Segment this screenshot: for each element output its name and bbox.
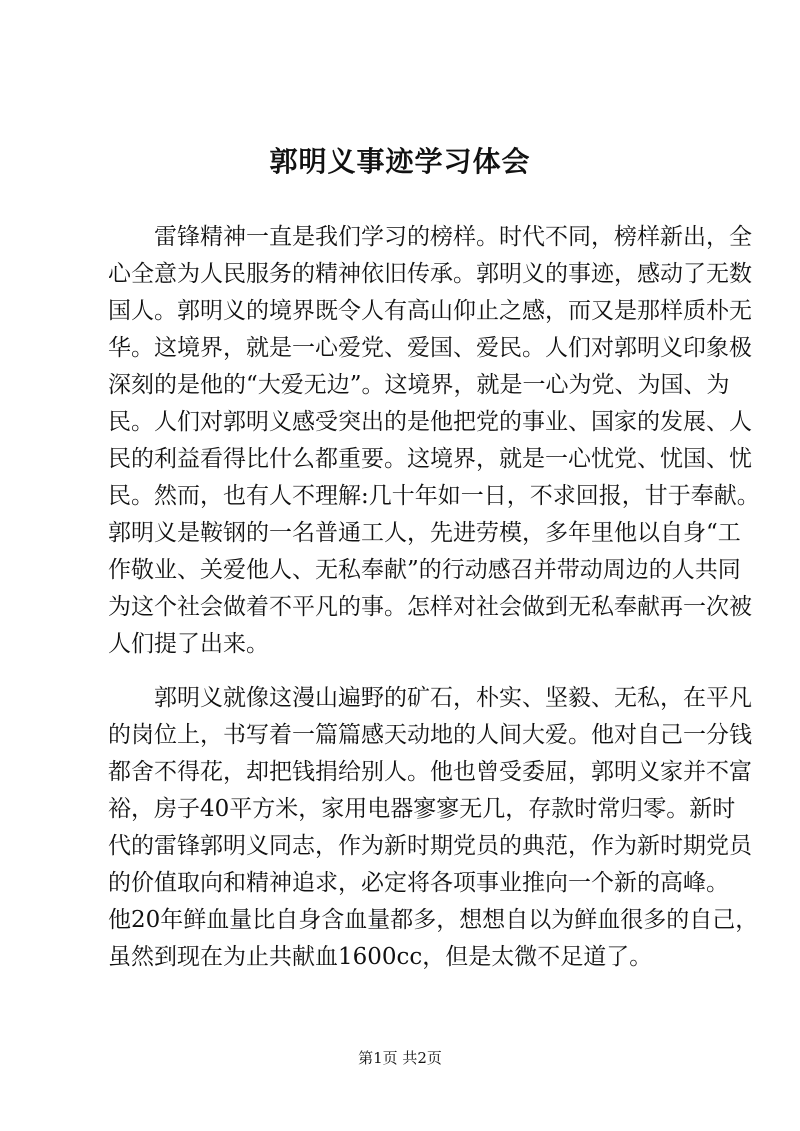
paragraph-1-line-2: 心全意为人民服务的精神依旧传承。郭明义的事迹，感动了无数 bbox=[108, 261, 752, 287]
document-title: 郭明义事迹学习体会 bbox=[269, 145, 531, 178]
paragraph-2-line-1: 郭明义就像这漫山遍野的矿石，朴实、坚毅、无私，在平凡 bbox=[154, 685, 752, 711]
paragraph-1-line-11: 为这个社会做着不平凡的事。怎样对社会做到无私奉献再一次被 bbox=[108, 594, 752, 620]
paragraph-1-line-8: 民。然而，也有人不理解:几十年如一日，不求回报，甘于奉献。 bbox=[108, 483, 760, 509]
paragraph-2-line-3: 都舍不得花，却把钱捐给别人。他也曾受委屈，郭明义家并不富 bbox=[108, 759, 752, 785]
paragraph-2-line-7: 他20年鲜血量比自身含血量都多，想想自以为鲜血很多的自己， bbox=[108, 907, 759, 933]
paragraph-1-line-4: 华。这境界，就是一心爱党、爱国、爱民。人们对郭明义印象极 bbox=[108, 335, 752, 361]
paragraph-2-line-2: 的岗位上，书写着一篇篇感天动地的人间大爱。他对自己一分钱 bbox=[108, 722, 752, 748]
paragraph-1-line-1: 雷锋精神一直是我们学习的榜样。时代不同，榜样新出，全 bbox=[154, 224, 752, 250]
paragraph-1-line-6: 民。人们对郭明义感受突出的是他把党的事业、国家的发展、人 bbox=[108, 409, 752, 435]
paragraph-2-line-5: 代的雷锋郭明义同志，作为新时期党员的典范，作为新时期党员 bbox=[108, 833, 752, 859]
paragraph-1-line-5: 深刻的是他的“大爱无边”。这境界，就是一心为党、为国、为 bbox=[108, 372, 730, 398]
paragraph-1-line-12: 人们提了出来。 bbox=[108, 631, 269, 657]
paragraph-2-line-4: 裕，房子40平方米，家用电器寥寥无几，存款时常归零。新时 bbox=[108, 796, 736, 822]
paragraph-1-line-10: 作敬业、关爱他人、无私奉献”的行动感召并带动周边的人共同 bbox=[108, 557, 741, 583]
paragraph-1-line-9: 郭明义是鞍钢的一名普通工人，先进劳模，多年里他以自身“工 bbox=[108, 520, 741, 546]
paragraph-1-line-7: 民的利益看得比什么都重要。这境界，就是一心忧党、忧国、忧 bbox=[108, 446, 752, 472]
paragraph-2-line-6: 的价值取向和精神追求，必定将各项事业推向一个新的高峰。 bbox=[108, 870, 729, 896]
paragraph-2-line-8: 虽然到现在为止共献血1600cc，但是太微不足道了。 bbox=[108, 944, 653, 970]
page-footer: 第1页 共2页 bbox=[358, 1049, 442, 1067]
paragraph-1-line-3: 国人。郭明义的境界既令人有高山仰止之感，而又是那样质朴无 bbox=[108, 298, 752, 324]
